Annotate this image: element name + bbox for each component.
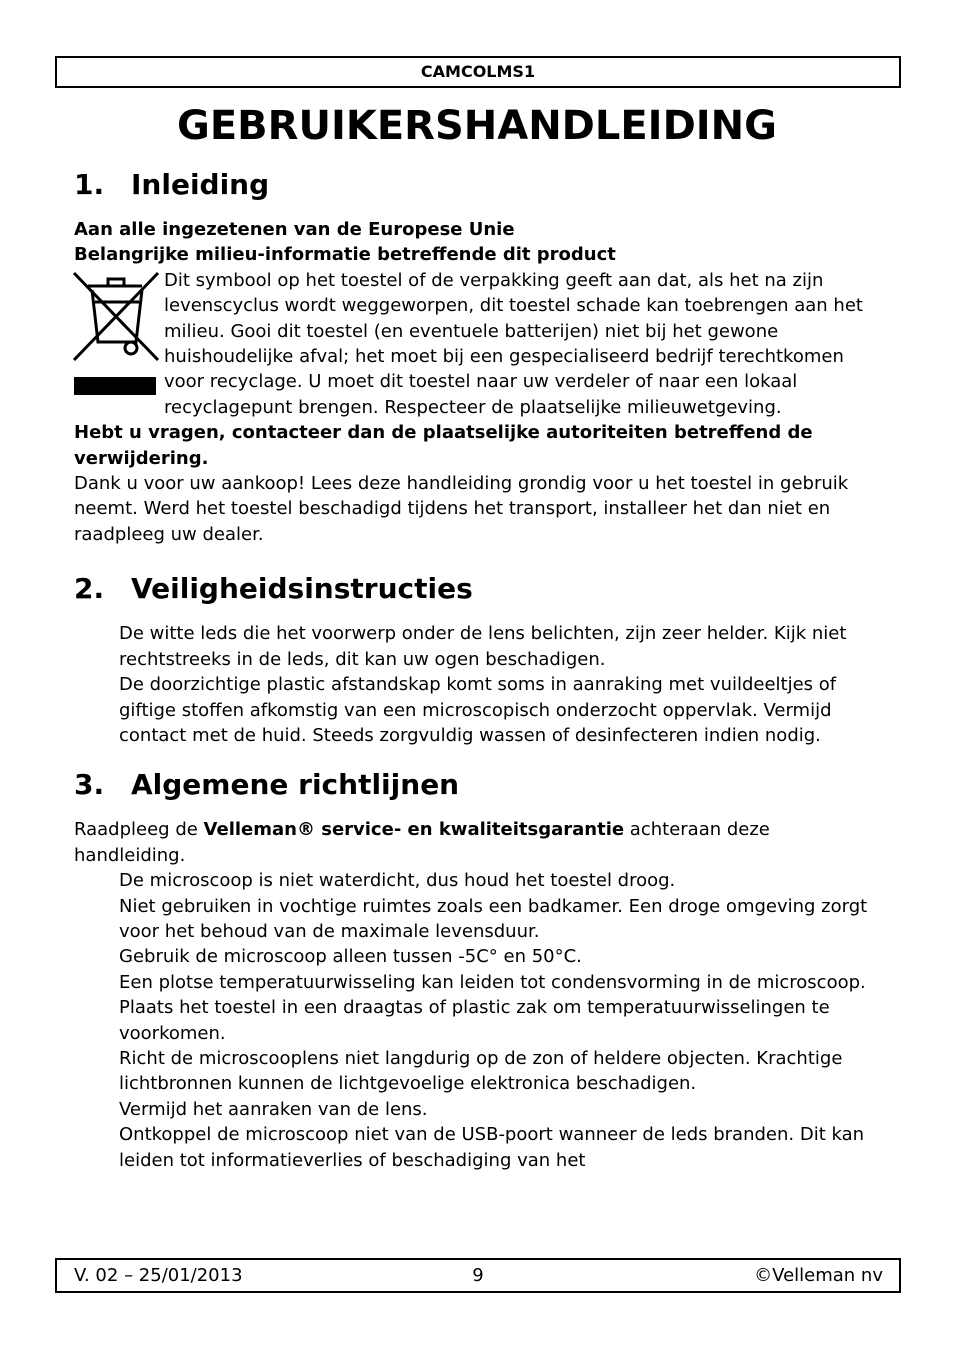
footer-copyright: ©Velleman nv <box>754 1265 883 1286</box>
contact-note: Hebt u vragen, contacteer dan de plaatselijke autoriteiten betreffend de verwijdering. <box>74 422 813 469</box>
guideline-item: Vermijd het aanraken van de lens. <box>119 1098 428 1120</box>
footer-version: V. 02 – 25/01/2013 <box>74 1265 243 1286</box>
guideline-item: Niet gebruiken in vochtige ruimtes zoals een badkamer. Een droge omgeving zorgt voor het behoud van de maximale levensduur. <box>119 895 868 942</box>
safety-item: De witte leds die het voorwerp onder de lens belichten, zijn zeer helder. Kijk niet rechtstreeks in de leds, dit kan uw ogen beschadigen. <box>119 623 847 670</box>
section-3-heading <box>74 765 884 805</box>
weee-bin-icon <box>68 268 164 397</box>
footer-page-number: 9 <box>472 1265 484 1286</box>
section-number: 1. <box>74 168 105 201</box>
guideline-item: Een plotse temperatuurwisseling kan leiden tot condensvorming in de microscoop. Plaats het toestel in een draagtas of plastic zak om temperatuurwisselingen te voorkomen. <box>119 971 866 1044</box>
section-title: Inleiding <box>131 168 270 201</box>
guarantee-paragraph: Raadpleeg de Velleman® service- en kwaliteitsgarantie achteraan deze handleiding. <box>74 819 770 866</box>
guideline-item: Richt de microscooplens niet langdurig op de zon of heldere objecten. Krachtige lichtbronnen kunnen de lichtgevoelige elektronica beschadigen. <box>119 1047 843 1095</box>
section-number: 2. <box>74 572 105 606</box>
section-2-heading <box>74 569 884 609</box>
subheading-eu: Aan alle ingezetenen van de Europese Unie <box>74 219 515 240</box>
thanks-paragraph: Dank u voor uw aankoop! Lees deze handleiding grondig voor u het toestel in gebruik neemt. Werd het toestel beschadigd tijdens het transport, installeer het dan niet en raadpleeg uw dealer. <box>74 473 849 545</box>
safety-item: De doorzichtige plastic afstandskap komt soms in aanraking met vuildeeltjes of giftige stoffen afkomstig van een microscopisch onderzocht oppervlak. Vermijd contact met de huid. Steeds zorgvuldig wassen of desinfecteren indien nodig. <box>119 674 837 746</box>
subheading-environment: Belangrijke milieu-informatie betreffende dit product <box>74 244 616 266</box>
guideline-item: Gebruik de microscoop alleen tussen -5C° en 50°C. <box>119 946 582 968</box>
header-box <box>55 56 901 88</box>
section-title: Algemene richtlijnen <box>131 768 460 802</box>
page-title: GEBRUIKERSHANDLEIDING <box>177 103 777 149</box>
guarantee-link-text: Velleman® service- en kwaliteitsgarantie <box>203 819 625 841</box>
content <box>74 165 884 1173</box>
guideline-item: Ontkoppel de microscoop niet van de USB-poort wanneer de leds branden. Dit kan leiden tot informatieverlies of beschadiging van het <box>119 1124 865 1171</box>
section-title: Veiligheidsinstructies <box>131 572 473 606</box>
guideline-item: De microscoop is niet waterdicht, dus houd het toestel droog. <box>119 870 676 892</box>
weee-paragraph: Dit symbool op het toestel of de verpakking geeft aan dat, als het na zijn levenscyclus wordt weggeworpen, dit toestel schade kan toebrengen aan het milieu. Gooi dit toestel (en eventuele batterijen) niet bij het gewone huishoudelijke afval; het moet bij een gespecialiseerd bedrijf terechtkomen voor recyclage. U moet dit toestel naar uw verdeler of naar een lokaal recyclagepunt brengen. Respecteer de plaatselijke milieuwetgeving. <box>164 269 863 418</box>
model-code: CAMCOLMS1 <box>420 62 536 81</box>
footer-box <box>55 1258 901 1293</box>
section-1-heading <box>74 165 884 205</box>
section-number: 3. <box>74 768 105 802</box>
